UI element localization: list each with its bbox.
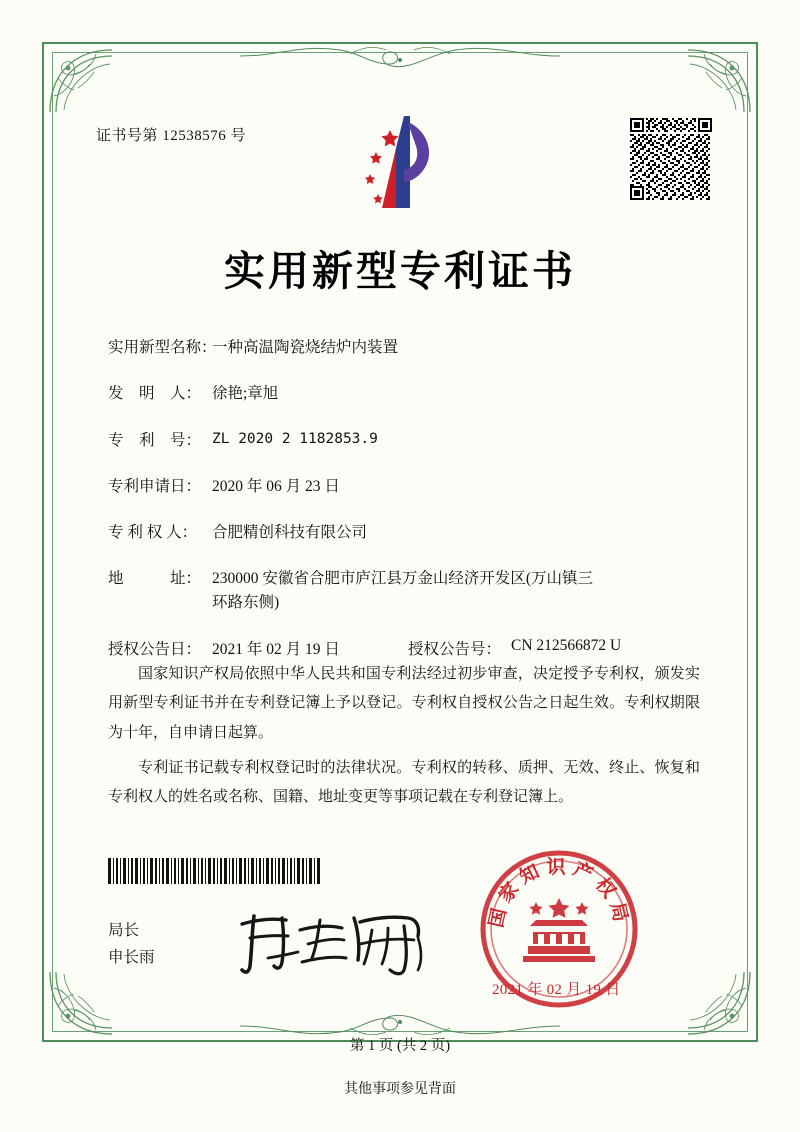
legal-text xyxy=(108,660,700,818)
corner-ornament-icon xyxy=(682,966,756,1040)
field-value: 2020 年 06 月 23 日 xyxy=(212,477,340,495)
field-label: 授权公告日： xyxy=(108,640,202,658)
field-value: 合肥精创科技有限公司 xyxy=(212,524,368,541)
field-label: 专 利 号： xyxy=(108,431,202,449)
svg-text:国家知识产权局: 国家知识产权局 xyxy=(485,856,633,930)
paragraph-2: 专利证书记载专利权登记时的法律状况。专利权的转移、质押、无效、终止、恢复和专利权人的姓名或名称、国籍、地址变更等事项记载在专利登记簿上。 xyxy=(108,759,700,805)
publication-number-group xyxy=(408,637,621,659)
seal-date: 2021 年 02 月 19 日 xyxy=(492,982,621,998)
field-row-address xyxy=(108,567,708,614)
publication-date-group xyxy=(108,637,408,659)
field-value xyxy=(212,567,708,614)
corner-ornament-icon xyxy=(44,44,118,118)
qr-code-icon xyxy=(630,118,712,200)
field-value: 一种高温陶瓷烧结炉内装置 xyxy=(212,339,399,356)
field-label: 实用新型名称： xyxy=(108,339,217,356)
field-row-patent-number xyxy=(108,429,708,452)
field-row-inventor xyxy=(108,382,708,405)
paragraph-1: 国家知识产权局依照中华人民共和国专利法经过初步审查，决定授予专利权，颁发实用新型专利证书并在专利登记簿上予以登记。专利权自授权公告之日起生效。专利权期限为十年，自申请日起算。 xyxy=(108,666,700,741)
footer-note: 其他事项参见背面 xyxy=(344,1082,456,1097)
field-label: 发 明 人： xyxy=(108,385,202,403)
director-name: 申长雨 xyxy=(108,948,155,966)
field-label: 地 址： xyxy=(108,570,202,588)
corner-ornament-icon xyxy=(44,966,118,1040)
field-list xyxy=(108,336,708,665)
edge-ornament-icon xyxy=(240,40,560,74)
field-label: 专利申请日： xyxy=(108,477,202,495)
field-row-publication xyxy=(108,637,708,659)
field-row-application-date xyxy=(108,475,708,498)
field-value: 徐艳;章旭 xyxy=(212,385,279,403)
barcode-icon xyxy=(108,858,320,884)
field-value: CN 212566872 U xyxy=(511,636,622,654)
field-value: 2021 年 02 月 19 日 xyxy=(212,640,340,658)
address-line-2: 环路东侧) xyxy=(212,593,280,611)
handwritten-signature-icon xyxy=(232,900,432,980)
field-label: 专 利 权 人： xyxy=(108,524,198,541)
field-label: 授权公告号： xyxy=(408,640,502,658)
director-role-label: 局长 xyxy=(108,922,140,939)
field-value: ZL 2020 2 1182853.9 xyxy=(212,430,378,447)
certificate-number: 证书号第 12538576 号 xyxy=(96,128,247,144)
signature-block xyxy=(108,918,155,971)
field-row-utility-model-name xyxy=(108,336,708,359)
page-title: 实用新型专利证书 xyxy=(224,247,576,295)
page-number: 第 1 页 (共 2 页) xyxy=(349,1038,451,1054)
address-line-1: 230000 安徽省合肥市庐江县万金山经济开发区(万山镇三 xyxy=(212,570,594,588)
field-row-patentee xyxy=(108,521,708,544)
corner-ornament-icon xyxy=(682,44,756,118)
cnipa-logo-icon xyxy=(352,112,452,216)
